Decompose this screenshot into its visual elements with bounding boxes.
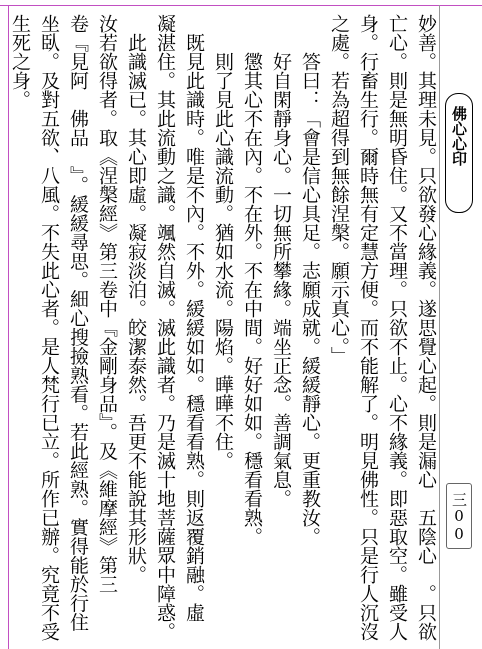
text-column-13: 卷『見阿 佛品 』。緩緩尋思。細心搜撿熟看。若此經熟。實得能於行住 (67, 14, 89, 632)
book-title: 佛心心印 (450, 106, 468, 166)
text-column-10: 凝湛住。其此流動之識。颯然自滅。滅此識者。乃是滅十地菩薩眾中障惑。 (154, 14, 176, 641)
text-column-6: 好自閑靜身心。一切無所攀緣。端坐正念。善調氣息。 (270, 14, 292, 508)
text-column-3: 身。行畜生行。爾時無有定慧方便。而不能解了。明見佛性。只是行人沉沒 (357, 14, 379, 641)
text-column-11: 此識滅已。其心即虛。凝寂淡泊。皎潔泰然。吾更不能說其形狀。 (125, 14, 147, 584)
text-column-4: 之處。若為超得到無餘涅槃。願示真心。」 (328, 14, 350, 366)
text-column-8: 則了見此心識流動。猶如水流。陽焰。曄曄不住。 (212, 14, 234, 470)
text-column-9: 既見此識時。唯是不內。不外。緩緩如如。穩看看熟。則返覆銷融。虛 (183, 14, 205, 622)
text-column-5: 答曰：「會是信心具足。志願成就。緩緩靜心。更重教汝。 (299, 14, 321, 546)
page-body (10, 6, 438, 646)
text-column-7: 懲其心不在內。不在外。不在中間。好好如如。穩看看熟。 (241, 14, 263, 546)
right-border-line (439, 5, 440, 649)
page-number: 三00 (450, 492, 468, 543)
text-column-15: 生死之身。 (9, 14, 31, 109)
text-column-12: 汝若欲得者。取《涅槃經》第三卷中『金剛身品』。及《維摩經》第三 (96, 14, 118, 594)
text-column-1: 妙善。其理未見。只欲發心緣義。遂思覺心起。則是漏心 五陰心 。只欲 (415, 14, 437, 641)
text-column-14: 坐臥。及對五欲、八風。不失此心者。是人梵行已立。所作已辦。究竟不受 (38, 14, 60, 641)
text-column-2: 亡心。則是無明昏住。又不當理。只欲不止。心不緣義。即惡取空。雖受人 (386, 14, 408, 641)
